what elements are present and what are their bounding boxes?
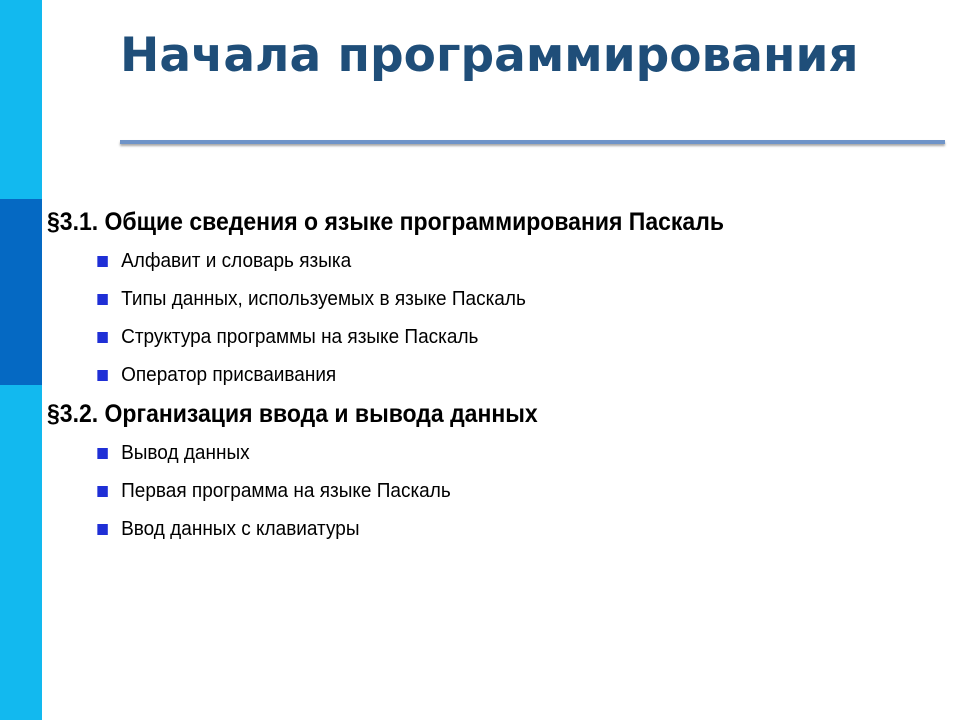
list-item-text: Алфавит и словарь языка	[121, 250, 352, 272]
list-item-text: Структура программы на языке Паскаль	[121, 326, 479, 348]
section-3-1	[47, 202, 937, 394]
left-decor-accent	[0, 199, 42, 385]
section-items	[47, 434, 937, 548]
square-bullet-icon	[97, 332, 107, 343]
slide-title: Начала программирования	[120, 28, 859, 83]
slide-content	[47, 202, 937, 548]
section-3-2	[47, 394, 937, 548]
list-item	[47, 434, 893, 472]
square-bullet-icon	[97, 294, 107, 305]
square-bullet-icon	[97, 370, 107, 381]
square-bullet-icon	[97, 486, 107, 497]
square-bullet-icon	[97, 524, 107, 535]
list-item	[47, 318, 893, 356]
section-items	[47, 242, 937, 394]
list-item	[47, 242, 893, 280]
list-item-text: Первая программа на языке Паскаль	[121, 480, 451, 502]
list-item	[47, 356, 893, 394]
list-item	[47, 280, 893, 318]
list-item-text: Оператор присваивания	[121, 364, 337, 386]
title-divider	[120, 140, 945, 144]
list-item-text: Вывод данных	[121, 442, 250, 464]
square-bullet-icon	[97, 448, 107, 459]
section-heading: §3.1. Общие сведения о языке программирования Паскаль	[47, 208, 724, 236]
list-item	[47, 472, 893, 510]
section-heading: §3.2. Организация ввода и вывода данных	[47, 400, 538, 428]
list-item-text: Типы данных, используемых в языке Паскаль	[121, 288, 526, 310]
list-item	[47, 510, 893, 548]
list-item-text: Ввод данных с клавиатуры	[121, 518, 360, 540]
square-bullet-icon	[97, 256, 107, 267]
